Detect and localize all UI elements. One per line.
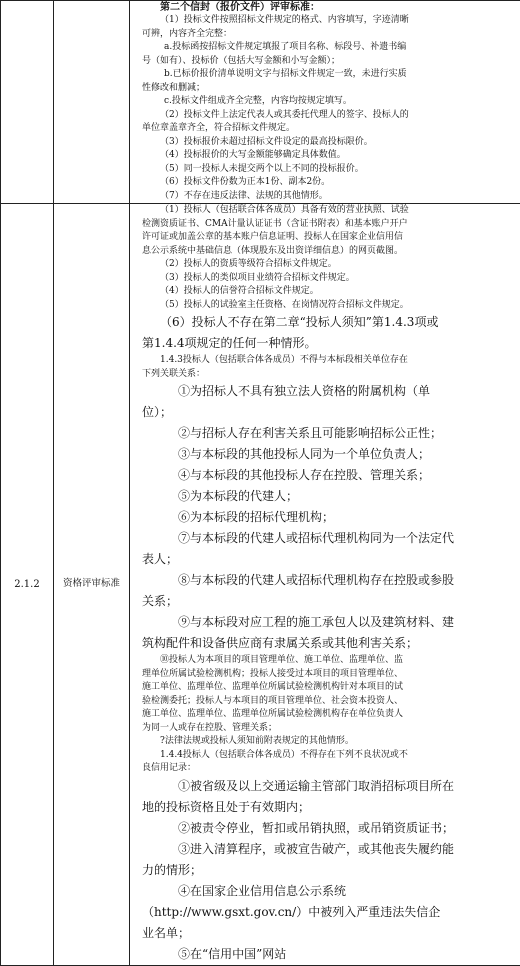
row-number-cell	[1, 204, 54, 966]
clause-144-line: 1.4.4投标人（包括联合体各成员）不得存在下列不良状况或不	[142, 749, 514, 763]
relation-line: ⑧与本标段的代建人或招标代理机构存在控股或参股	[142, 570, 514, 591]
relation-line: 表人；	[142, 549, 514, 570]
item-10-line: 为同一人或存在控股、管理关系；	[142, 722, 514, 736]
content-cell-price-envelope	[130, 1, 520, 204]
item-6-line: （6）投标人不存在第二章“投标人须知”第1.4.3项或	[142, 312, 514, 333]
row-name-cell-empty	[54, 1, 130, 204]
relation-line: ③与本标段的其他投标人同为一个单位负责人；	[142, 444, 514, 465]
relation-line: ⑥为本标段的招标代理机构；	[142, 507, 514, 528]
relation-line: ①为招标人不具有独立法人资格的附属机构（单	[142, 381, 514, 402]
criteria-line: （7）不存在违反法律、法规的其他情形。	[142, 190, 514, 204]
item-10-line: 施工单位、监理单位、监理单位所属试验检测机构针对本项目的试	[142, 681, 514, 695]
criteria-line: （5）投标人的试验室主任资格、在岗情况符合招标文件规定。	[142, 299, 514, 313]
criteria-line: c.投标文件组成齐全完整，内容均按规定填写。	[142, 95, 514, 109]
criteria-line: a.投标函按招标文件规定填报了项目名称、标段号、补遗书编	[142, 41, 514, 55]
item-10-line: 施工单位、监理单位、监理单位所属试验检测机构存在单位负责人	[142, 708, 514, 722]
criteria-line: （1）投标人（包括联合体各成员）具备有效的营业执照、试验	[142, 204, 514, 218]
relation-line: ⑨与本标段对应工程的施工承包人以及建筑材料、建	[142, 612, 514, 633]
bad-record-line: ④在国家企业信用信息公示系统	[142, 881, 514, 902]
row-name: 资格评审标准	[63, 578, 120, 589]
table-row	[1, 1, 520, 204]
qualification-criteria	[130, 204, 520, 965]
relation-line: ②与招标人存在利害关系且可能影响招标公正性；	[142, 423, 514, 444]
criteria-line: （6）投标文件份数为正本1份、副本2份。	[142, 176, 514, 190]
bad-record-line: ⑤在“信用中国”网站	[142, 944, 514, 965]
criteria-line: （4）投标人的信誉符合招标文件规定。	[142, 285, 514, 299]
criteria-line: （1）投标文件按照招标文件规定的格式、内容填写，字迹清晰	[142, 14, 514, 28]
criteria-line: （2）投标人的资质等级符合招标文件规定。	[142, 258, 514, 272]
row-name-cell	[54, 204, 130, 966]
row-number-cell-empty	[1, 1, 54, 204]
relation-line: ④与本标段的其他投标人存在控股、管理关系；	[142, 465, 514, 486]
criteria-line: b.已标价报价清单说明文字与招标文件规定一致，未进行实质	[142, 68, 514, 82]
bad-record-line: ③进入清算程序，或被宣告破产，或其他丧失履约能	[142, 839, 514, 860]
criteria-line: 许可证或加盖公章的基本账户信息证明、投标人在国家企业信用信	[142, 231, 514, 245]
bad-record-line: 地的投标资格且处于有效期内；	[142, 797, 514, 818]
bad-record-line: （http://www.gsxt.gov.cn/）中被列入严重违法失信企	[142, 902, 514, 923]
bad-record-line: ②被责令停业，暂扣或吊销执照，或吊销资质证书；	[142, 818, 514, 839]
row-number: 2.1.2	[14, 579, 39, 590]
price-envelope-criteria	[130, 1, 520, 203]
criteria-line: 单位章盖章齐全，符合招标文件规定。	[142, 122, 514, 136]
section-heading: 第二个信封（报价文件）评审标准：	[142, 1, 514, 14]
criteria-line: （3）投标报价未超过招标文件设定的最高投标限价。	[142, 136, 514, 150]
table-row	[1, 204, 520, 966]
relation-line: 关系；	[142, 591, 514, 612]
relation-line: 位）；	[142, 402, 514, 423]
criteria-line: （3）投标人的类似项目业绩符合招标文件规定。	[142, 272, 514, 286]
clause-143-line: 下列关联关系：	[142, 368, 514, 382]
item-6-line: 第1.4.4项规定的任何一种情形。	[142, 333, 514, 354]
relation-line: ⑦与本标段的代建人或招标代理机构同为一个法定代	[142, 528, 514, 549]
item-10-line: 理单位所属试验检测机构；投标人接受过本项目的项目管理单位、	[142, 668, 514, 682]
criteria-line: 息公示系统中基础信息（体现股东及出资详细信息）的网页截图。	[142, 245, 514, 259]
bad-record-line: 业名单；	[142, 923, 514, 944]
clause-143-line: 1.4.3投标人（包括联合体各成员）不得与本标段相关单位存在	[142, 354, 514, 368]
relation-line: 筑构配件和设备供应商有隶属关系或其他利害关系；	[142, 633, 514, 654]
item-10-line: 验检测委托；投标人与本项目的项目管理单位、社会资本投资人、	[142, 695, 514, 709]
relation-line: ⑤为本标段的代建人；	[142, 486, 514, 507]
item-10-line: ⑩投标人为本项目的项目管理单位、施工单位、监理单位、监	[142, 654, 514, 668]
content-cell-qualification	[130, 204, 520, 966]
criteria-line: （5）同一投标人未提交两个以上不同的投标报价。	[142, 163, 514, 177]
criteria-line: （4）投标报价的大写金额能够确定具体数值。	[142, 149, 514, 163]
criteria-line: 检测资质证书、CMA计量认证证书（含证书附表）和基本账户开户	[142, 218, 514, 232]
criteria-line: （2）投标文件上法定代表人或其委托代理人的签字、投标人的	[142, 109, 514, 123]
criteria-line: 可辨，内容齐全完整：	[142, 28, 514, 42]
item-10-line: ?法律法规或投标人须知前附表规定的其他情形。	[142, 735, 514, 749]
bad-record-line: 力的情形；	[142, 860, 514, 881]
bad-record-line: ①被省级及以上交通运输主管部门取消招标项目所在	[142, 776, 514, 797]
criteria-line: 性修改和删减；	[142, 82, 514, 96]
criteria-line: 号（如有）、投标价（包括大写金额和小写金额）；	[142, 55, 514, 69]
clause-144-line: 良信用记录：	[142, 762, 514, 776]
